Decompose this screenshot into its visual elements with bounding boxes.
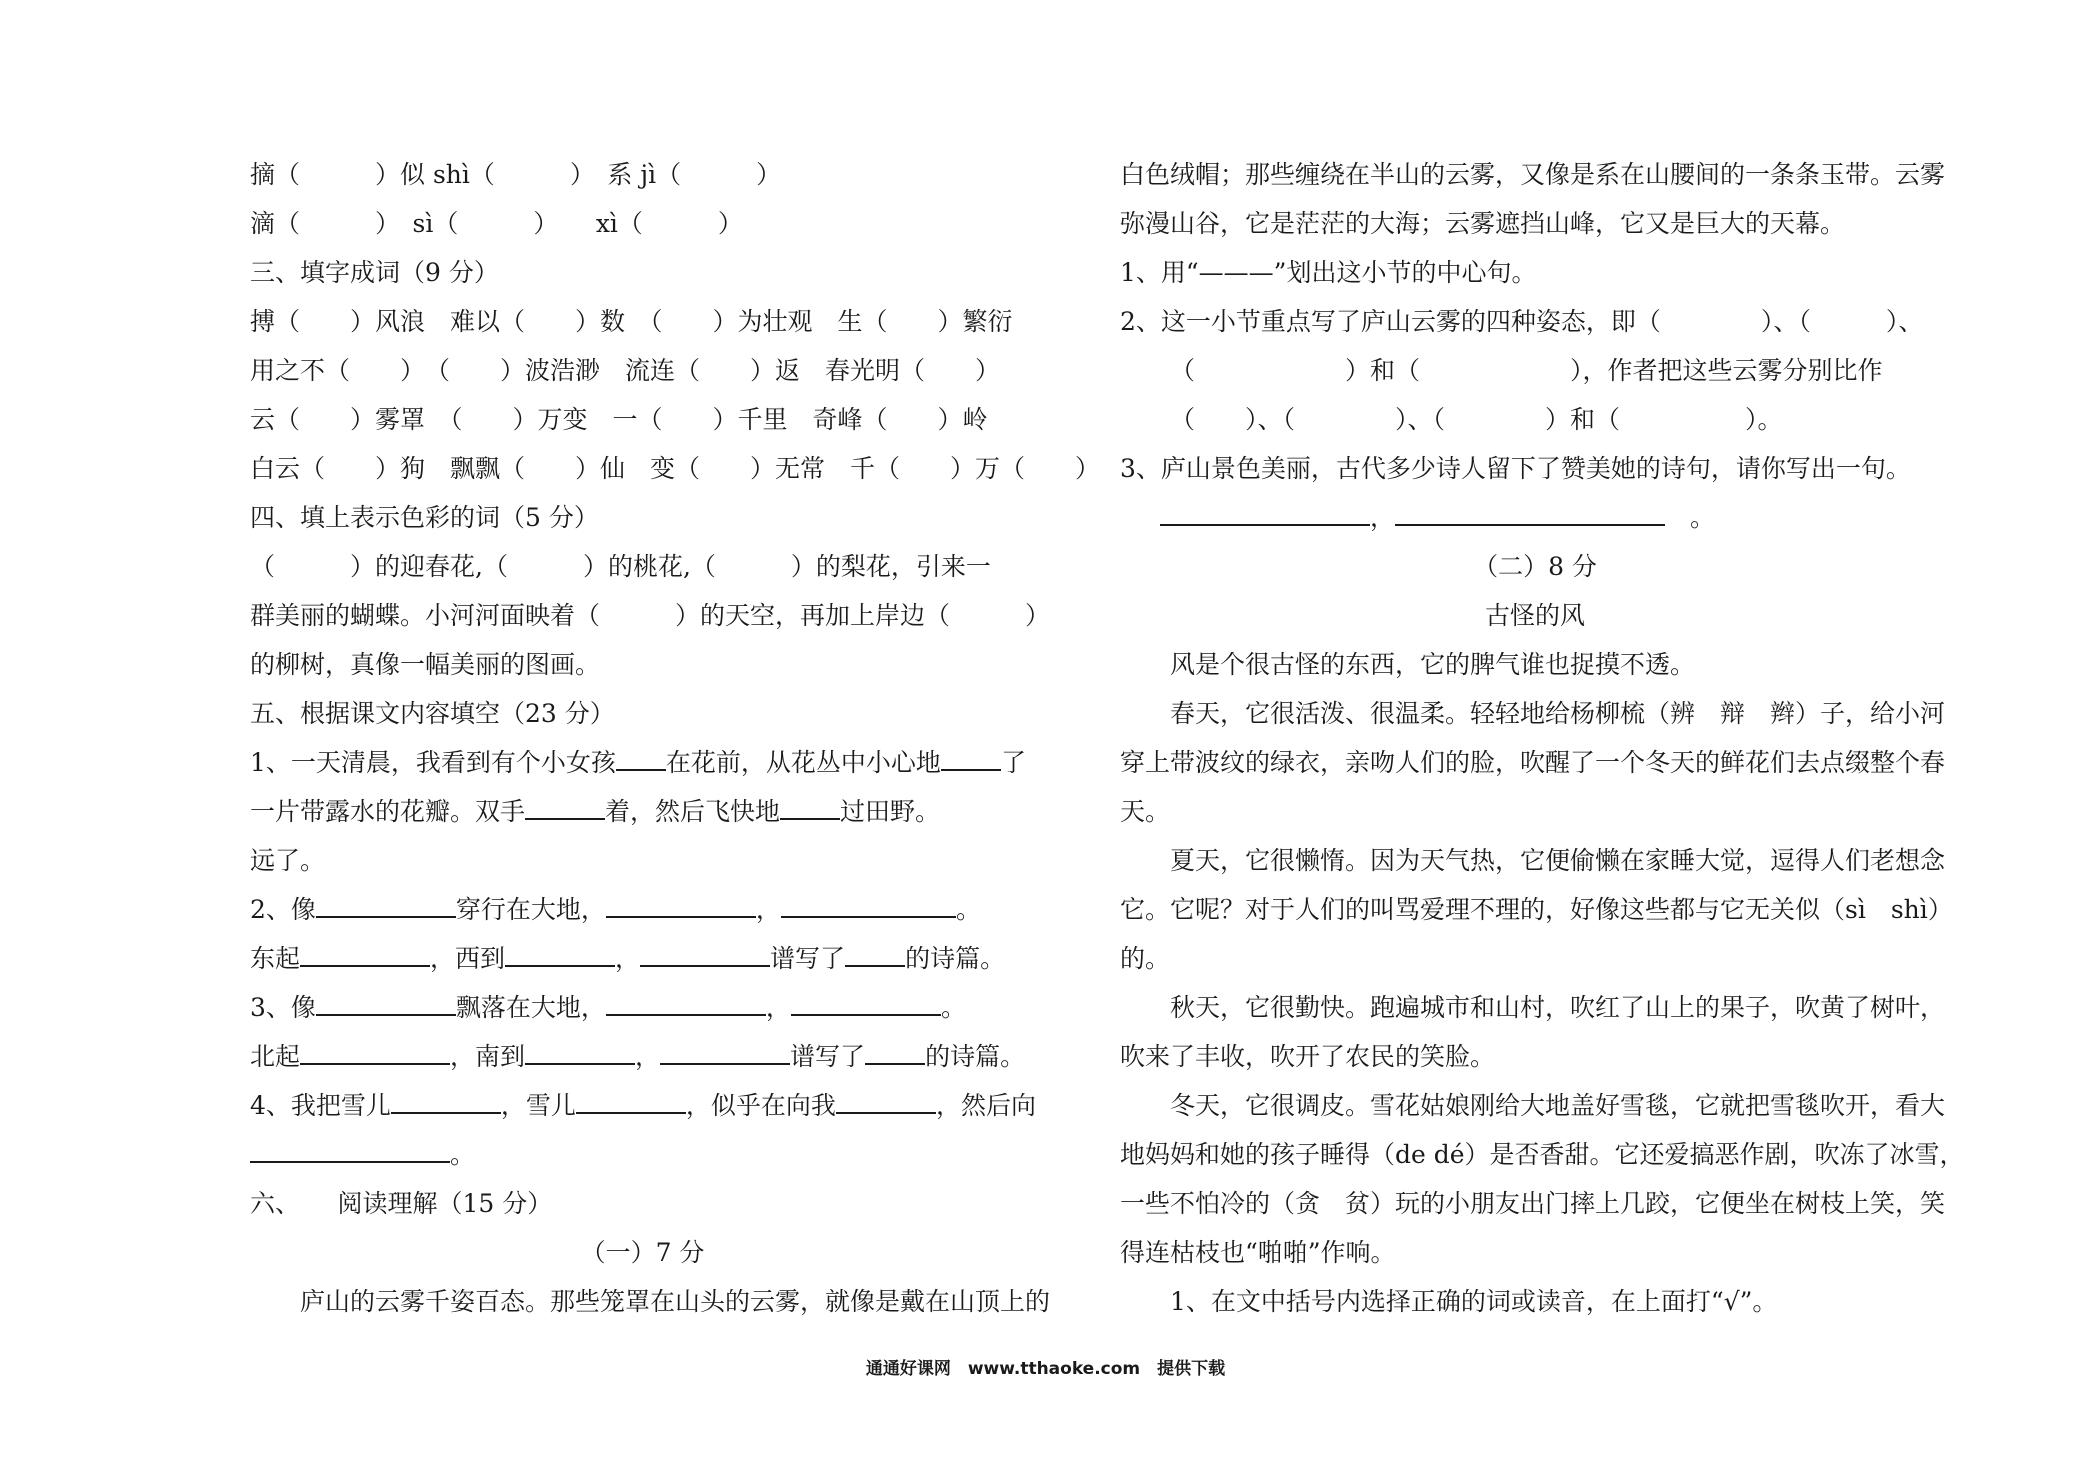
story-line: 天。 — [1120, 797, 1171, 826]
q3-text-i: 的诗篇。 — [925, 1042, 1026, 1071]
q1-line-2 — [250, 787, 1035, 836]
q2-text-b: 穿行在大地， — [455, 895, 606, 924]
q2-text-d: 。 — [955, 895, 981, 924]
reading-q1: 1、用“———”划出这小节的中心句。 — [1120, 258, 1537, 287]
q3-text-f: ，南到 — [450, 1042, 526, 1071]
answer-blank[interactable] — [525, 1037, 635, 1065]
color-line-1: （ ）的迎春花,（ ）的桃花,（ ）的梨花，引来一 — [250, 552, 991, 581]
story-line: 秋天，它很勤快。跑遍城市和山村，吹红了山上的果子，吹黄了树叶， — [1170, 993, 1946, 1022]
q2-text-e: 东起 — [250, 944, 301, 973]
q3-line-2 — [250, 1032, 1035, 1081]
answer-blank[interactable] — [576, 1086, 686, 1114]
reading-2-heading: （二）8 分 — [1473, 552, 1597, 581]
answer-blank[interactable] — [1395, 498, 1665, 526]
story-line: 的。 — [1120, 944, 1171, 973]
answer-blank[interactable] — [640, 939, 770, 967]
q3-text-a: 3、像 — [250, 993, 316, 1022]
answer-blank[interactable] — [836, 1086, 936, 1114]
fill-word-line-1: 搏（ ）风浪 难以（ ）数 （ ）为壮观 生（ ）繁衍 — [250, 307, 1013, 336]
section-6-heading: 六、 阅读理解（15 分） — [250, 1189, 553, 1218]
answer-blank[interactable] — [391, 1086, 501, 1114]
q3-period: 。 — [1690, 503, 1716, 532]
footer-credit: 通通好课网 www.tthaoke.com 提供下载 — [865, 1359, 1226, 1379]
q4-text-d: ，然后向 — [935, 1091, 1036, 1120]
q3-text-h: 谱写了 — [790, 1042, 866, 1071]
story-line: 它。它呢？对于人们的叫骂爱理不理的，好像这些都与它无关似（sì shì） — [1120, 895, 1953, 924]
q1-text-b: 在花前，从花丛中小心地 — [665, 748, 941, 777]
story-line: 冬天，它很调皮。雪花姑娘刚给大地盖好雪毯，它就把雪毯吹开，看大 — [1170, 1091, 1946, 1120]
answer-blank[interactable] — [606, 988, 766, 1016]
answer-blank[interactable] — [660, 1037, 790, 1065]
q3-comma: ， — [1370, 503, 1396, 532]
q3-line-1 — [250, 983, 1035, 1032]
reading-q2-line-2: （ ）和（ ），作者把这些云雾分别比作 — [1170, 356, 1883, 385]
answer-blank[interactable] — [606, 890, 756, 918]
q2-line-2 — [250, 934, 1035, 983]
q2-text-g: ， — [615, 944, 641, 973]
fill-word-line-2: 用之不（ ） （ ）波浩渺 流连（ ）返 春光明（ ） — [250, 356, 1001, 385]
answer-blank[interactable] — [845, 939, 905, 967]
answer-blank[interactable] — [300, 939, 430, 967]
pinyin-line-1: 摘（ ）似 shì（ ） 系 jì（ ） — [250, 160, 782, 189]
q1-line-1 — [250, 738, 1035, 787]
reading-q2-line-3: （ ）、（ ）、（ ）和（ ）。 — [1170, 405, 1783, 434]
answer-blank[interactable] — [780, 792, 840, 820]
reading-1-heading: （一）7 分 — [580, 1238, 705, 1267]
q1-text-e: 着，然后飞快地 — [605, 797, 781, 826]
q4-text-c: ，似乎在向我 — [685, 1091, 836, 1120]
passage-line-2: 弥漫山谷，它是茫茫的大海；云雾遮挡山峰，它又是巨大的天幕。 — [1120, 209, 1846, 238]
q4-text-e: 。 — [450, 1140, 476, 1169]
right-column — [1120, 150, 1965, 1326]
answer-blank[interactable] — [316, 890, 456, 918]
answer-blank[interactable] — [316, 988, 456, 1016]
q3-text-e: 北起 — [250, 1042, 301, 1071]
story-line: 一些不怕冷的（贪 贫）玩的小朋友出门摔上几跤，它便坐在树枝上笑，笑 — [1120, 1189, 1946, 1218]
section-5-heading: 五、根据课文内容填空（23 分） — [250, 699, 615, 728]
answer-blank[interactable] — [1160, 498, 1370, 526]
story-line: 风是个很古怪的东西，它的脾气谁也捉摸不透。 — [1170, 650, 1696, 679]
color-line-2: 群美丽的蝴蝶。小河河面映着（ ）的天空，再加上岸边（ ） — [250, 601, 1051, 630]
answer-blank[interactable] — [505, 939, 615, 967]
fill-word-line-3: 云（ ）雾罩 （ ）万变 一（ ）千里 奇峰（ ）岭 — [250, 405, 988, 434]
section-4-heading: 四、填上表示色彩的词（5 分） — [250, 503, 599, 532]
pinyin-line-2: 滴（ ） sì（ ） xì（ ） — [250, 209, 743, 238]
answer-blank[interactable] — [525, 792, 605, 820]
q4-text-a: 4、我把雪儿 — [250, 1091, 391, 1120]
section-3-heading: 三、填字成词（9 分） — [250, 258, 499, 287]
story-line: 春天，它很活泼、很温柔。轻轻地给杨柳梳（辨 辩 辫）子，给小河 — [1170, 699, 1946, 728]
fill-word-line-4: 白云（ ）狗 飘飘（ ）仙 变（ ）无常 千（ ）万（ ） — [250, 454, 1101, 483]
answer-blank[interactable] — [941, 743, 1001, 771]
answer-blank[interactable] — [865, 1037, 925, 1065]
answer-blank[interactable] — [250, 1135, 450, 1163]
color-line-3: 的柳树，真像一幅美丽的图画。 — [250, 650, 601, 679]
q1-line-3: 远了。 — [250, 846, 326, 875]
answer-blank[interactable] — [781, 890, 956, 918]
q2-line-1 — [250, 885, 1035, 934]
q1-text-c: 了 — [1000, 748, 1026, 777]
q3-text-d: 。 — [940, 993, 966, 1022]
story-line: 地妈妈和她的孩子睡得（de dé）是否香甜。它还爱搞恶作剧，吹冻了冰雪， — [1120, 1140, 1965, 1169]
answer-blank[interactable] — [791, 988, 941, 1016]
answer-blank[interactable] — [616, 743, 666, 771]
story-line: 得连枯枝也“啪啪”作响。 — [1120, 1238, 1396, 1267]
q2-text-a: 2、像 — [250, 895, 316, 924]
reading-q3: 3、庐山景色美丽，古代多少诗人留下了赞美她的诗句，请你写出一句。 — [1120, 454, 1911, 483]
q3-text-c: ， — [765, 993, 791, 1022]
q2-text-h: 谱写了 — [770, 944, 846, 973]
q1-text-f: 过田野。 — [840, 797, 941, 826]
q1-text-a: 1、一天清晨，我看到有个小女孩 — [250, 748, 616, 777]
q2-text-c: ， — [755, 895, 781, 924]
q3-text-g: ， — [635, 1042, 661, 1071]
q4-line-2 — [250, 1130, 1035, 1179]
q4-line-1 — [250, 1081, 1035, 1130]
q4-text-b: ，雪儿 — [500, 1091, 576, 1120]
q2-text-f: ，西到 — [430, 944, 506, 973]
left-column — [250, 150, 1101, 1326]
story-line: 吹来了丰收，吹开了农民的笑脸。 — [1120, 1042, 1496, 1071]
q2-text-i: 的诗篇。 — [905, 944, 1006, 973]
reading-q2-line-1: 2、这一小节重点写了庐山云雾的四种姿态，即（ ）、（ ）、 — [1120, 307, 1924, 336]
reading-1-paragraph: 庐山的云雾千姿百态。那些笼罩在山头的云雾，就像是戴在山顶上的 — [300, 1287, 1051, 1316]
answer-blank[interactable] — [300, 1037, 450, 1065]
story-question-1: 1、在文中括号内选择正确的词或读音，在上面打“√”。 — [1170, 1287, 1778, 1316]
passage-line-1: 白色绒帽；那些缠绕在半山的云雾，又像是系在山腰间的一条条玉带。云雾 — [1120, 160, 1946, 189]
story-title: 古怪的风 — [1484, 601, 1585, 630]
q1-text-d: 一片带露水的花瓣。双手 — [250, 797, 526, 826]
q3-text-b: 飘落在大地， — [455, 993, 606, 1022]
story-line: 穿上带波纹的绿衣，亲吻人们的脸，吹醒了一个冬天的鲜花们去点缀整个春 — [1120, 748, 1946, 777]
reading-q3-answer-line — [1120, 493, 1950, 542]
story-line: 夏天，它很懒惰。因为天气热，它便偷懒在家睡大觉，逗得人们老想念 — [1170, 846, 1946, 875]
